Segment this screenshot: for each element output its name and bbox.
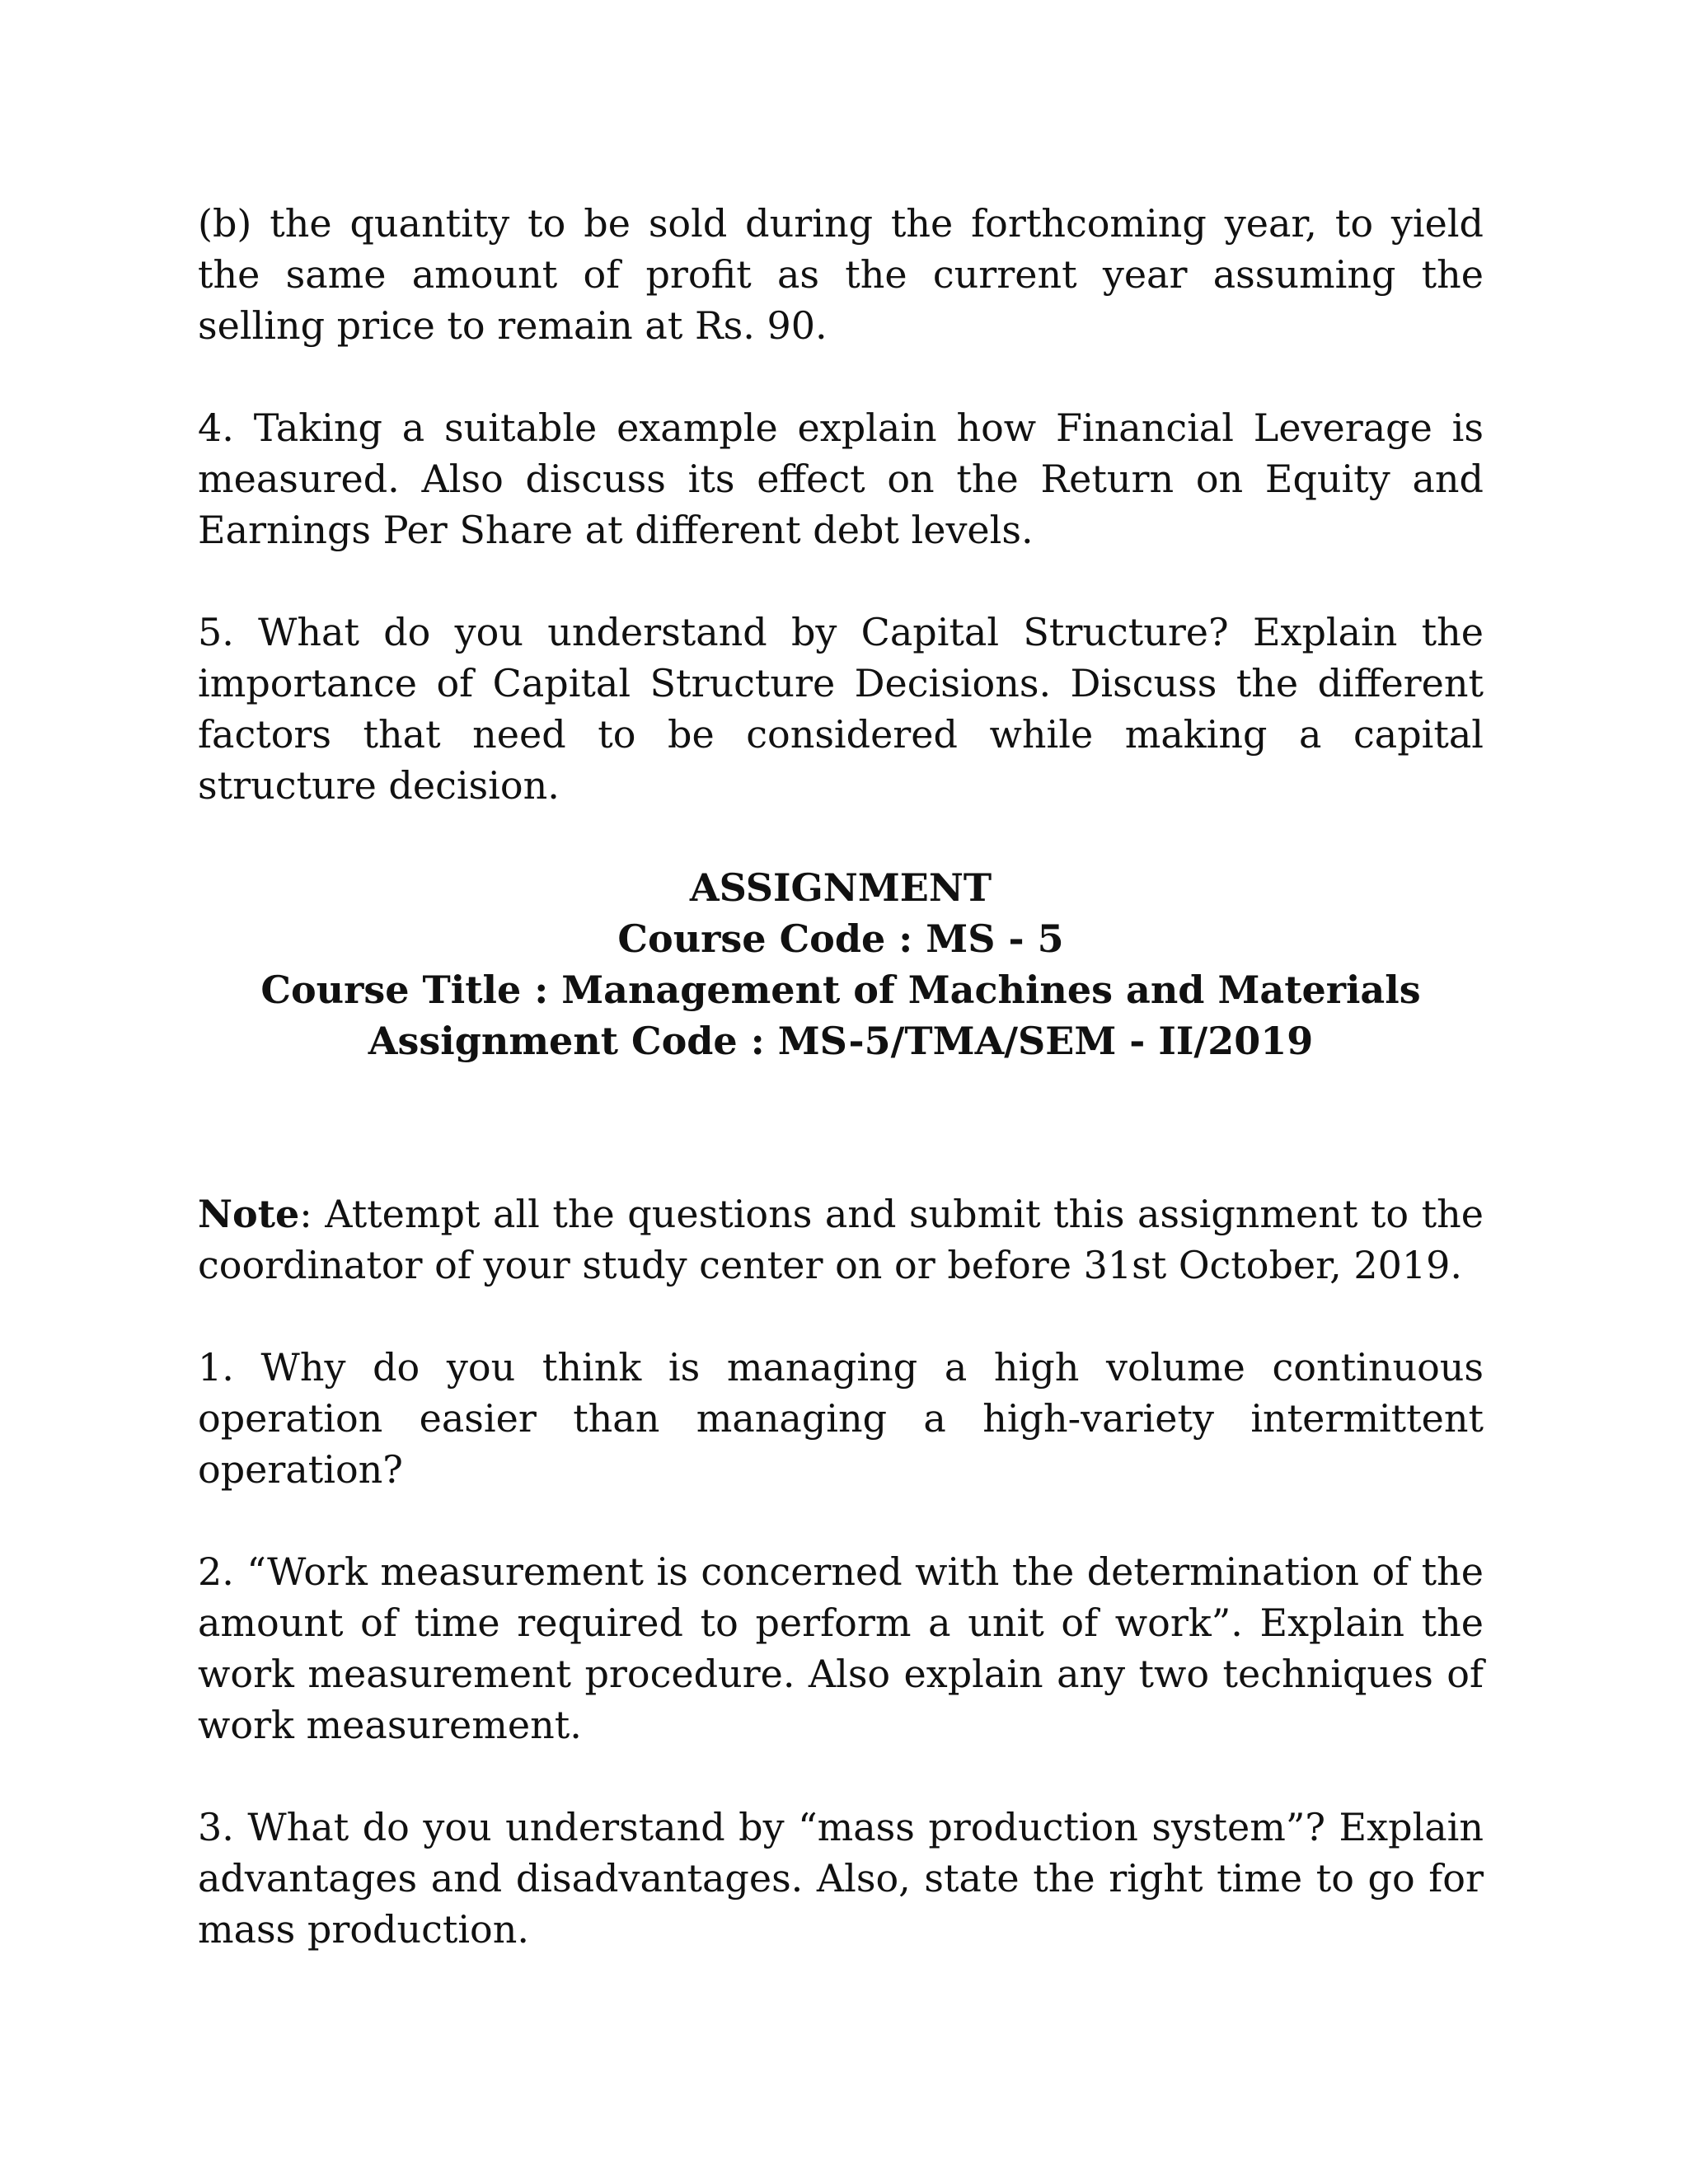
note-paragraph [198,1188,1484,1291]
assignment-header [198,862,1484,1066]
previous-question-5: 5. What do you understand by Capital Structure? Explain the importance of Capital Structure Decisions. Discuss the different factors that need to be considered while making a capital structure decision. [198,610,1484,808]
note-text: : Attempt all the questions and submit this assignment to the coordinator of your study center on or before 31st October, 2019. [198,1192,1484,1287]
note-label: Note [198,1192,300,1236]
previous-question-4: 4. Taking a suitable example explain how Financial Leverage is measured. Also discuss its effect on the Return on Equity and Earnings Per Share at different debt levels. [198,405,1484,552]
question-1: 1. Why do you think is managing a high volume continuous operation easier than managing a high-variety intermittent operation? [198,1345,1484,1492]
question-3: 3. What do you understand by “mass production system”? Explain advantages and disadvantages. Also, state the right time to go for mass production. [198,1805,1484,1952]
spacer [198,1066,1484,1188]
course-code: Course Code : MS - 5 [617,916,1064,961]
assignment-code: Assignment Code : MS-5/TMA/SEM - II/2019 [368,1019,1314,1063]
course-title: Course Title : Management of Machines and Materials [260,968,1421,1012]
document-page [198,198,1484,2006]
assignment-title: ASSIGNMENT [689,865,992,910]
previous-item-b: (b) the quantity to be sold during the forthcoming year, to yield the same amount of profit as the current year assuming the selling price to remain at Rs. 90. [198,201,1484,348]
question-2: 2. “Work measurement is concerned with the determination of the amount of time required to perform a unit of work”. Explain the work measurement procedure. Also explain any two techniques of work measurement. [198,1549,1484,1747]
